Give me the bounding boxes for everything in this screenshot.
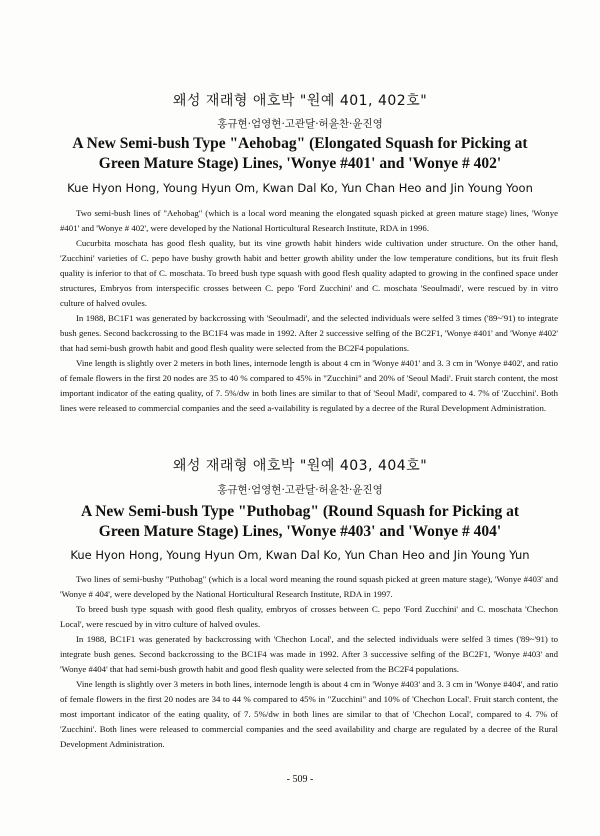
abstract-2-paragraph: To breed bush type squash with good flesh quality, embryos of crosses between C. pepo 'Ford Zucchini' and C. moschata 'Chechon Local', were rescued by in vitro culture of halved ovules. [60,604,558,629]
english-title-2 [40,502,560,542]
abstract-1-paragraph: Cucurbita moschata has good flesh quality, but its vine growth habit hinders wide cultivation under structure. On the other hand, 'Zucchini' varieties of C. pepo have bushy growth habit and better growth ability under the low temperature conditions, but its fruit flesh quality is inferior to that of C. moschata. To breed bush type squash with good flesh quality adapted to growing in the confined space under structures, Embryos from interspecific crosses between C. pepo 'Ford Zucchini' and C. moschata 'Seoulmadi', were rescued by in vitro culture of halved ovules. [60,238,558,308]
english-title-1 [40,134,560,174]
abstract-2 [60,572,558,752]
english-title-1-line1: A New Semi-bush Type "Aehobag" (Elongated Squash for Picking at [72,135,528,152]
abstract-2-paragraph: In 1988, BC1F1 was generated by backcrossing with 'Chechon Local', and the selected individuals were selfed 3 times ('89~'91) to integrate bush genes. Second backcrossing to the BC1F4 was made in 1992. After 3 successive selfing of the BC2F1, 'Wonye #403' and 'Wonye #404' that had semi-bush growth habit and good flesh quality were selected from the BC2F4 populations. [60,634,558,674]
english-authors-2: Kue Hyon Hong, Young Hyun Om, Kwan Dal Ko, Yun Chan Heo and Jin Young Yun [70,548,530,562]
abstract-1-paragraph: Vine length is slightly over 2 meters in both lines, internode length is about 4 cm in 'Wonye #401' and 3. 3 cm in 'Wonye #402', and ratio of female flowers in the first 20 nodes are 35 to 40 % compared to 45% in "Zucchini" and 20% of 'Seoul Madi'. Fruit starch content, the most important indicator of the eating quality, of 7. 5%/dw in both lines are similar to that of 'Seoul Madi', compared to 4. 7% of 'Zucchini'. Both lines were released to commercial companies and the seed a-vailability is regulated by a decree of the Rural Development Administration. [60,358,558,413]
korean-authors-2: 홍규현·엄영현·고관달·허윤찬·윤진영 [217,484,383,496]
page-number: - 509 - [286,774,314,785]
english-title-1-line2: Green Mature Stage) Lines, 'Wonye #401' and 'Wonye # 402' [98,155,502,172]
korean-title-1: 왜성 재래형 애호박 "원예 401, 402호" [172,93,428,109]
abstract-1-paragraph: Two semi-bush lines of "Aehobag" (which is a local word meaning the elongated squash picked at green mature stage) lines, 'Wonye #401' and 'Wonye # 402', were developed by the National Horticultural Research Institute, RDA in 1996. [60,208,558,233]
abstract-1-paragraph: In 1988, BC1F1 was generated by backcrossing with 'Seoulmadi', and the selected individuals were selfed 3 times ('89~'91) to integrate bush genes. Second backcrossing to the BC1F4 was made in 1992. After 2 successive selfing of the BC2F1, 'Wonye #401' and 'Wonye #402' that had semi-bush growth habit and good flesh quality were selected from the BC2F4 populations. [60,313,558,353]
english-title-2-line1: A New Semi-bush Type "Puthobag" (Round Squash for Picking at [81,503,519,520]
english-title-2-line2: Green Mature Stage) Lines, 'Wonye #403' and 'Wonye # 404' [98,523,502,540]
abstract-2-paragraph: Two lines of semi-bushy "Puthobag" (which is a local word meaning the round squash picked at green mature stage), 'Wonye #403' and 'Wonye # 404', were developed by the National Horticultural Research Institute, RDA in 1997. [60,574,558,599]
korean-authors-1: 홍규현·엄영현·고관달·허윤찬·윤진영 [217,118,383,130]
korean-title-2: 왜성 재래형 애호박 "원예 403, 404호" [172,458,428,474]
english-authors-1: Kue Hyon Hong, Young Hyun Om, Kwan Dal Ko, Yun Chan Heo and Jin Young Yoon [67,181,533,195]
abstract-2-paragraph: Vine length is slightly over 3 meters in both lines, internode length is about 4 cm in 'Wonye #403' and 3. 3 cm in 'Wonye #404', and ratio of female flowers in the first 20 nodes are 34 to 44 % compared to 45% in "Zucchini" and 10% of 'Chechon Local'. Fruit starch content, the most important indicator of the eating quality, of 7. 5%/dw in both lines are similar to that of 'Chechon Local', compared to 4. 7% of 'Zucchini'. Both lines were released to commercial companies and the seed availability and charge are regulated by a decree of the Rural Development Administration. [60,679,558,749]
abstract-1 [60,206,558,416]
